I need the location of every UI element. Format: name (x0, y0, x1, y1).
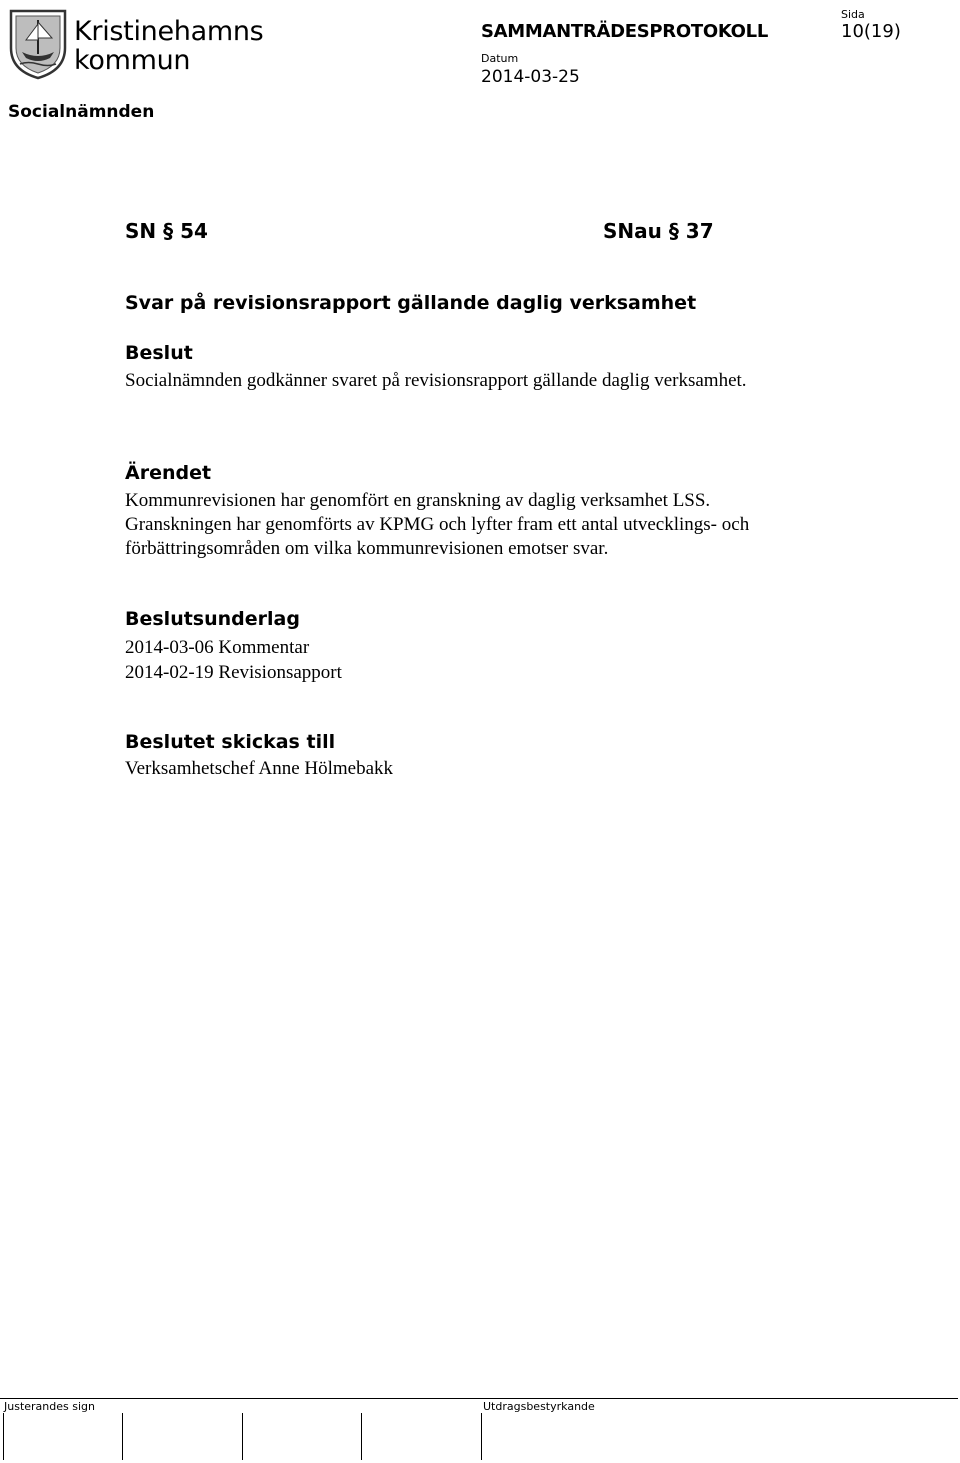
document-type: SAMMANTRÄDESPROTOKOLL (481, 21, 769, 42)
beslutet-skickas-till-heading: Beslutet skickas till (125, 731, 336, 753)
list-item: 2014-02-19 Revisionsapport (125, 662, 342, 683)
org-name-line2: kommun (74, 45, 191, 76)
arendet-heading: Ärendet (125, 462, 212, 484)
beslut-heading: Beslut (125, 342, 193, 364)
list-item: 2014-03-06 Kommentar (125, 637, 310, 658)
signature-box-divider (481, 1413, 482, 1460)
signature-box-divider (361, 1413, 362, 1460)
beslutsunderlag-heading: Beslutsunderlag (125, 608, 300, 630)
signature-box-divider (122, 1413, 123, 1460)
municipal-coat-of-arms-logo (8, 8, 68, 80)
document-title: Svar på revisionsrapport gällande daglig verksamhet (125, 292, 697, 314)
page-number: 10(19) (841, 21, 901, 42)
utdragsbestyrkande-label: Utdragsbestyrkande (483, 1400, 595, 1413)
justerandes-sign-label: Justerandes sign (4, 1400, 95, 1413)
sn-paragraph-ref: SN § 54 (125, 219, 208, 243)
footer-divider (0, 1398, 958, 1399)
beslutsunderlag-list (125, 635, 342, 685)
date-label: Datum (481, 52, 519, 65)
signature-box-divider (242, 1413, 243, 1460)
arendet-text: Kommunrevisionen har genomfört en granskning av daglig verksamhet LSS. Granskningen har genomförts av KPMG och lyfter fram ett antal utvecklings- och förbättringsområden om vilka kommunrevisionen emotser svar. (125, 490, 750, 559)
signature-box-divider (3, 1413, 4, 1460)
org-name-line1: Kristinehamns (74, 16, 264, 47)
beslut-text: Socialnämnden godkänner svaret på revisionsrapport gällande daglig verksamhet. (125, 370, 747, 391)
committee-name: Socialnämnden (8, 102, 155, 122)
date-value: 2014-03-25 (481, 67, 580, 87)
page-label: Sida (841, 8, 865, 21)
snau-paragraph-ref: SNau § 37 (603, 219, 714, 243)
beslutet-skickas-till-text: Verksamhetschef Anne Hölmebakk (125, 758, 394, 779)
